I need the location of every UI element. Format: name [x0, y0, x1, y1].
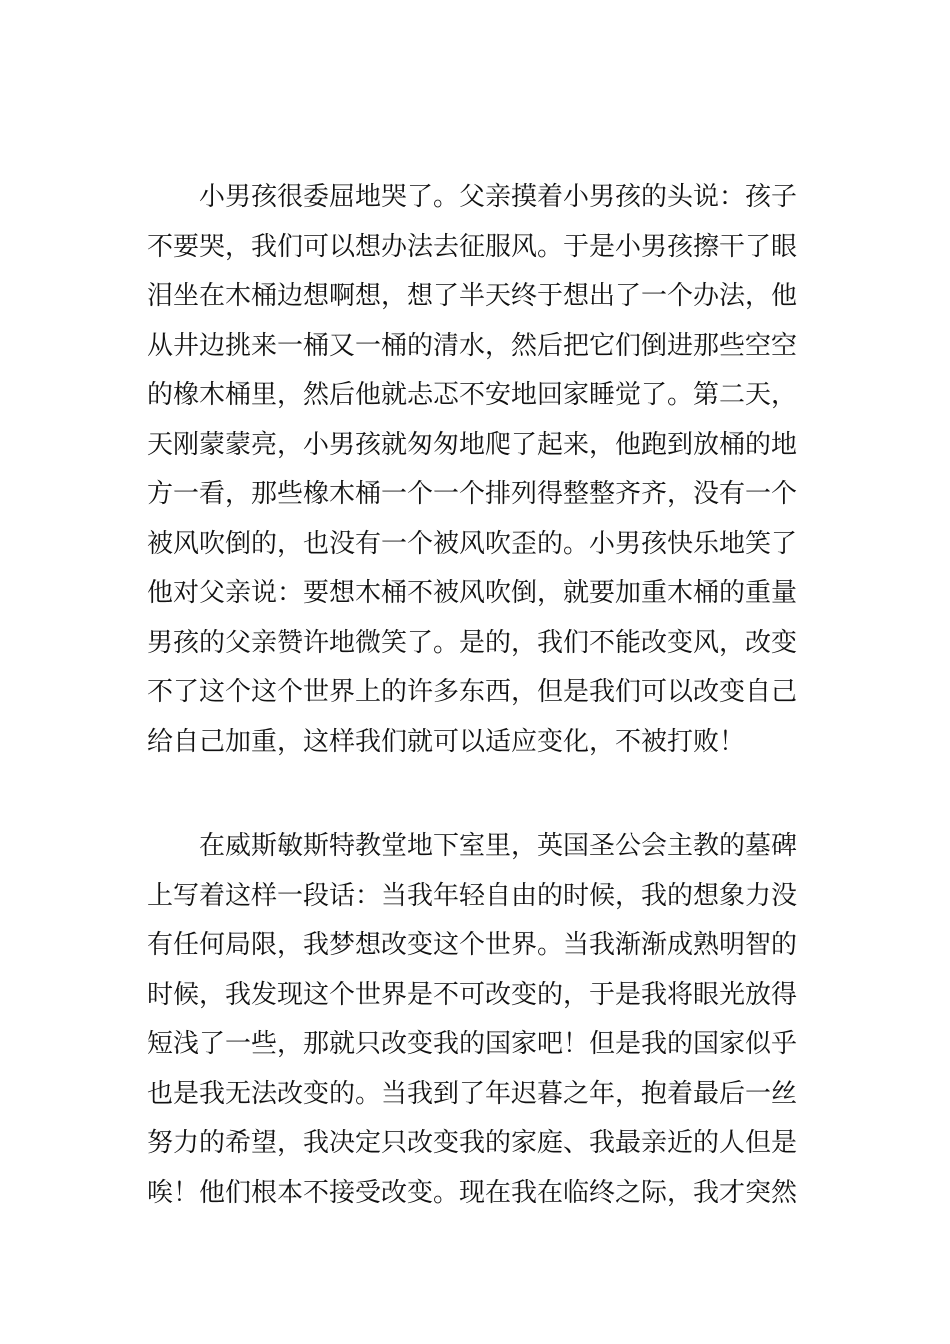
text-line: 天刚蒙蒙亮，小男孩就匆匆地爬了起来，他跑到放桶的地	[147, 429, 798, 460]
text-line: 他对父亲说：要想木桶不被风吹倒，就要加重木桶的重量	[147, 578, 798, 608]
text-line: 在威斯敏斯特教堂地下室里，英国圣公会主教的墓碑	[199, 831, 798, 861]
text-line: 上写着这样一段话：当我年轻自由的时候，我的想象力没	[147, 880, 798, 911]
text-line: 小男孩很委屈地哭了。父亲摸着小男孩的头说：孩子	[199, 182, 798, 212]
text-line: 方一看，那些橡木桶一个一个排列得整整齐齐，没有一个	[147, 479, 798, 509]
text-line: 有任何局限，我梦想改变这个世界。当我渐渐成熟明智的	[147, 930, 798, 960]
text-line: 男孩的父亲赞许地微笑了。是的，我们不能改变风，改变	[147, 627, 798, 658]
text-line: 也是我无法改变的。当我到了年迟暮之年，抱着最后一丝	[147, 1078, 798, 1109]
text-line: 从井边挑来一桶又一桶的清水，然后把它们倒进那些空空	[147, 330, 798, 361]
text-line: 的橡木桶里，然后他就忐忑不安地回家睡觉了。第二天，	[147, 380, 798, 410]
text-line: 时候，我发现这个世界是不可改变的，于是我将眼光放得	[147, 979, 798, 1010]
text-line: 短浅了一些，那就只改变我的国家吧！但是我的国家似乎	[147, 1029, 798, 1059]
text-line: 不了这个这个世界上的许多东西，但是我们可以改变自己	[147, 677, 798, 707]
text-line: 被风吹倒的，也没有一个被风吹歪的。小男孩快乐地笑了	[147, 528, 798, 559]
text-line: 给自己加重，这样我们就可以适应变化，不被打败！	[147, 726, 746, 757]
text-line: 不要哭，我们可以想办法去征服风。于是小男孩擦干了眼	[147, 231, 798, 262]
paragraph-1	[147, 173, 807, 767]
text-line: 唉！他们根本不接受改变。现在我在临终之际，我才突然	[147, 1177, 798, 1208]
text-line: 努力的希望，我决定只改变我的家庭、我最亲近的人但是	[147, 1128, 798, 1158]
paragraph-2	[147, 822, 807, 1218]
text-line: 泪坐在木桶边想啊想，想了半天终于想出了一个办法，他	[147, 281, 798, 311]
